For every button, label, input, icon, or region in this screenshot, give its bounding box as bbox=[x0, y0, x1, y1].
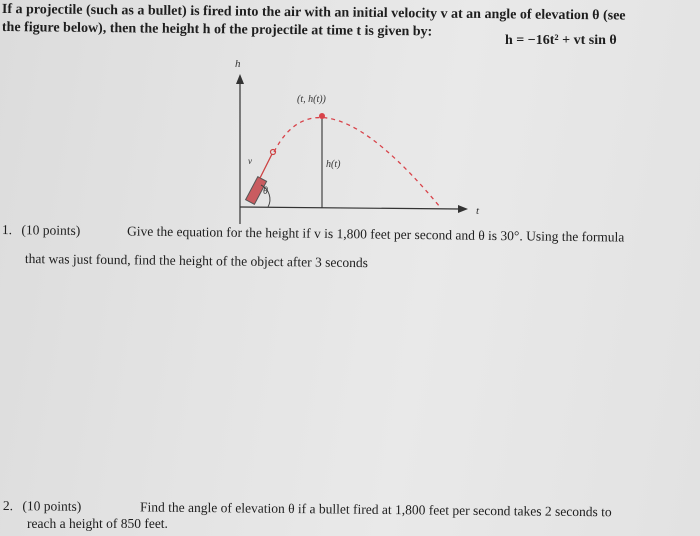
x-axis bbox=[240, 207, 460, 209]
intro-line-1: If a projectile (such as a bullet) is fired into the air with an initial velocity v at an angle of elevation θ (see bbox=[1, 2, 626, 24]
question-2-number: 2. bbox=[2, 498, 14, 514]
question-2-line-2: reach a height of 850 feet. bbox=[27, 516, 168, 531]
x-axis-arrow bbox=[458, 205, 468, 213]
y-axis-arrow bbox=[236, 74, 244, 84]
question-1-points: (10 points) bbox=[21, 222, 81, 238]
question-1-line-2: that was just found, find the height of the object after 3 seconds bbox=[24, 251, 369, 271]
y-axis-label: h bbox=[235, 58, 241, 70]
velocity-label: v bbox=[248, 156, 252, 166]
trajectory-curve bbox=[274, 118, 440, 207]
intro-line-2: the figure below), then the height h of the projectile at time t is given by: bbox=[1, 20, 433, 40]
question-1-text: Give the equation for the height if v is 1,800 feet per second and θ is 30°. Using the formula bbox=[126, 223, 625, 245]
angle-label: θ bbox=[263, 186, 268, 197]
height-label: h(t) bbox=[326, 159, 341, 170]
question-2-points: (10 points) bbox=[22, 498, 82, 514]
question-1-number: 1. bbox=[1, 222, 13, 238]
x-axis-label: t bbox=[476, 205, 480, 217]
point-label: (t, h(t)) bbox=[297, 94, 326, 105]
question-2-text: Find the angle of elevation θ if a bullet fired at 1,800 feet per second takes 2 seconds to bbox=[139, 499, 612, 520]
velocity-arrow bbox=[260, 154, 272, 178]
trajectory-point bbox=[319, 113, 325, 119]
question-1-line-1 bbox=[2, 222, 625, 246]
projectile-diagram bbox=[220, 52, 490, 232]
height-formula: h = −16t² + vt sin θ bbox=[505, 33, 617, 48]
